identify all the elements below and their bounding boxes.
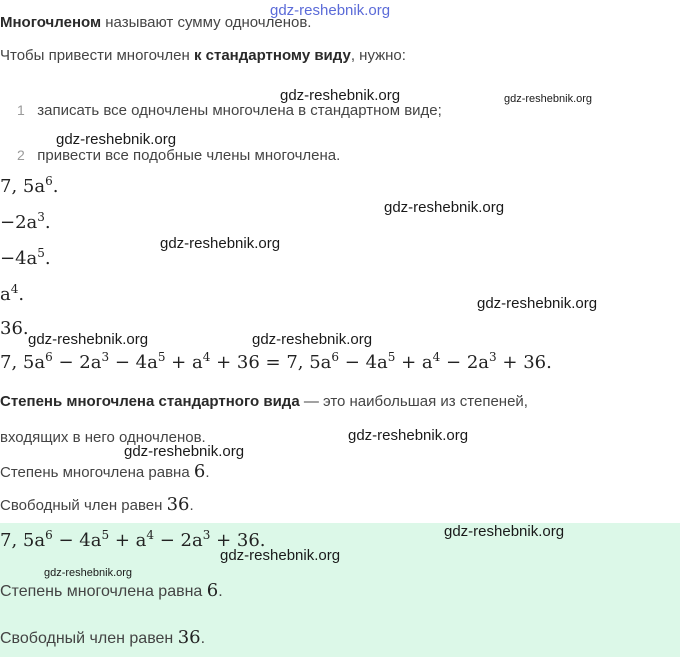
definition-line [0, 393, 528, 410]
term-end: . [44, 248, 51, 269]
watermark: gdz-reshebnik.org [270, 2, 391, 19]
term-base: a [0, 284, 11, 305]
definition-line-2: входящих в него одночленов. [0, 429, 206, 446]
term-line [0, 284, 24, 305]
term-base: 36 [0, 318, 23, 339]
intro-post: , нужно: [350, 47, 406, 64]
term-line [0, 318, 29, 339]
header-definition-line [0, 14, 311, 31]
term-end: . [18, 284, 25, 305]
watermark: gdz-reshebnik.org [384, 199, 505, 216]
definition-rest: — это наибольшая из степеней, [299, 393, 528, 410]
term-base: −2a [0, 212, 38, 233]
term-exponent: 3 [37, 210, 45, 224]
intro-bold: к стандартному виду [193, 47, 351, 64]
watermark: gdz-reshebnik.org [280, 87, 401, 104]
answer-polynomial: 7, $5a^6 - 4a^5 + a^4 - 2a^3 + 36$. [0, 528, 266, 551]
watermark: gdz-reshebnik.org [444, 523, 565, 540]
watermark: gdz-reshebnik.org [124, 443, 245, 460]
term-exponent: 6 [45, 174, 53, 188]
watermark: gdz-reshebnik.org [44, 567, 133, 579]
watermark: gdz-reshebnik.org [28, 331, 149, 348]
degree-line: Степень многочлена равна 6. [0, 461, 210, 482]
step-text: записать все одночлены многочлена в стандартном виде; [37, 102, 442, 119]
step-item [17, 102, 442, 120]
intro-line [0, 47, 406, 64]
term-line [0, 248, 51, 269]
free-term-value: 36 [166, 494, 190, 515]
term-end: . [44, 212, 51, 233]
step-item [17, 147, 340, 165]
answer-degree-value: 6 [206, 580, 219, 601]
intro-pre: Чтобы привести многочлен [0, 47, 194, 64]
term-exponent: 4 [10, 282, 19, 296]
free-term-line: Свободный член равен 36. [0, 494, 194, 515]
step-text: привести все подобные члены многочлена. [37, 147, 341, 164]
watermark: gdz-reshebnik.org [504, 93, 593, 105]
watermark: gdz-reshebnik.org [477, 295, 598, 312]
term-base: 7, 5a [0, 176, 46, 197]
term-line [0, 176, 58, 197]
step-number: 1 [17, 102, 25, 118]
term-exponent: 5 [37, 246, 45, 260]
step-number: 2 [17, 147, 25, 163]
term-line [0, 212, 51, 233]
degree-value: 6 [193, 461, 206, 482]
term-base: −4a [0, 248, 38, 269]
degree-text: Степень многочлена равна [0, 464, 194, 481]
term-end: . [52, 176, 59, 197]
header-rest: называют сумму одночленов. [101, 14, 312, 31]
watermark: gdz-reshebnik.org [348, 427, 469, 444]
answer-free-term-value: 36 [177, 627, 201, 648]
watermark: gdz-reshebnik.org [56, 131, 177, 148]
standard-form-equation: 7, $5a^6 - 2a^3 - 4a^5 + a^4 + 36 = 7$, $5a^6 - 4a^5 + a^4 - 2a^3 + 36$. [0, 350, 552, 373]
answer-free-term-line: Свободный член равен 36. [0, 627, 206, 648]
watermark: gdz-reshebnik.org [252, 331, 373, 348]
header-term: Многочленом [0, 14, 102, 31]
term-end: . [22, 318, 29, 339]
answer-degree-line: Степень многочлена равна 6. [0, 580, 223, 601]
watermark: gdz-reshebnik.org [160, 235, 281, 252]
watermark: gdz-reshebnik.org [220, 547, 341, 564]
free-term-text: Свободный член равен [0, 497, 167, 514]
definition-term: Степень многочлена стандартного вида [0, 393, 300, 410]
